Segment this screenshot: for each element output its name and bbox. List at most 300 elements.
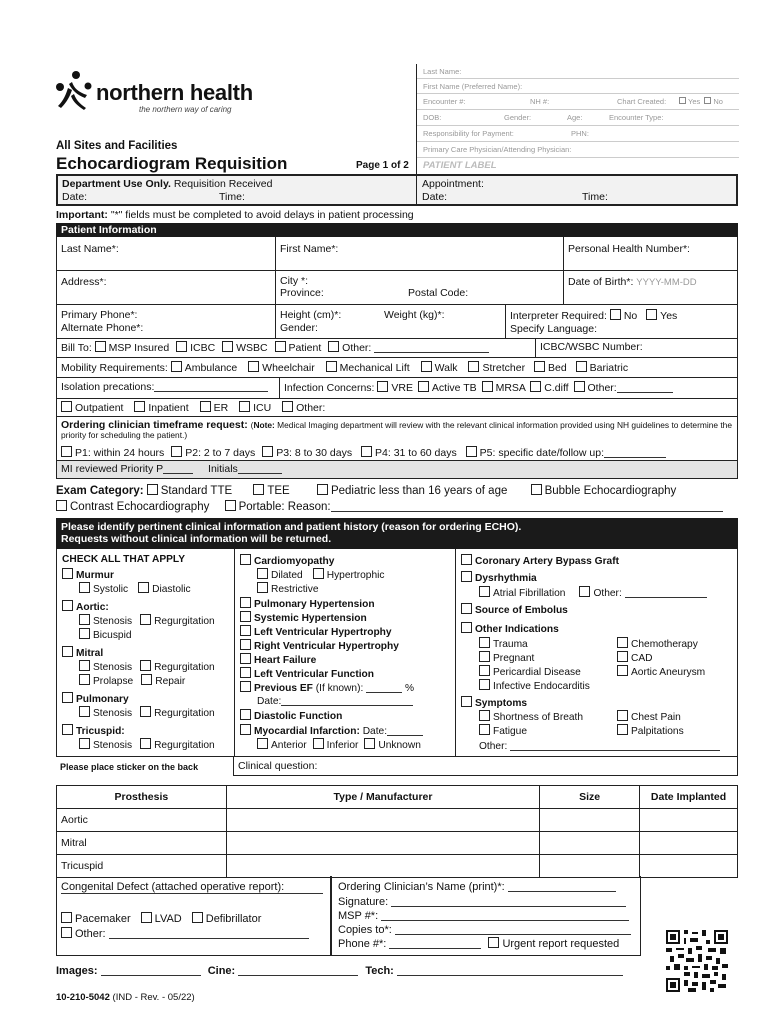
pulmonary-stenosis-checkbox[interactable] (79, 706, 90, 717)
mitral-date-cell[interactable] (640, 832, 738, 855)
cm-dilated-checkbox[interactable] (257, 568, 268, 579)
clinical-heading (56, 518, 738, 549)
tech-label: Tech: (365, 965, 394, 977)
prosthesis-tricuspid-label: Tricuspid (57, 855, 227, 878)
exam-pediatric-checkbox[interactable] (317, 484, 328, 495)
dob-field[interactable] (563, 271, 737, 304)
tech-input[interactable] (397, 975, 623, 976)
device-other-input[interactable] (109, 938, 309, 939)
signature-input[interactable] (391, 906, 626, 907)
urgent-report-checkbox[interactable] (488, 937, 499, 948)
isolation-row (56, 378, 738, 399)
cabg-checkbox[interactable] (461, 554, 472, 565)
embolus-checkbox[interactable] (461, 603, 472, 614)
table-row (57, 855, 738, 878)
congenital-label: Congenital Defect (attached operative report): (61, 881, 285, 893)
prev-ef-date-input[interactable] (281, 705, 413, 706)
name-row (56, 237, 738, 271)
patient-label-watermark: PATIENT LABEL (423, 160, 497, 171)
mobility-bariatric-checkbox[interactable] (576, 361, 587, 372)
exam-category (56, 483, 740, 515)
dysrhythmia-checkbox[interactable] (461, 571, 472, 582)
table-row (57, 832, 738, 855)
mi-reviewed-label: MI reviewed Priority P (61, 463, 164, 475)
aortic-size-cell[interactable] (540, 809, 640, 832)
infection-other-label: Other: (587, 382, 617, 394)
mitral-prolapse-label: Prolapse (93, 676, 134, 687)
cad-label: CAD (631, 653, 653, 664)
chart-created-yes-label: Yes (688, 97, 701, 106)
mi-initials-input[interactable] (238, 473, 282, 474)
tricuspid-regurgitation-checkbox[interactable] (140, 738, 151, 749)
clinical-box (56, 549, 738, 757)
clinical-heading-line1: Please identify pertinent clinical information and patient history (reason for ordering ECHO). (61, 521, 522, 533)
cardiomyopathy-checkbox[interactable] (240, 554, 251, 565)
phn-field[interactable] (563, 237, 737, 270)
pacemaker-checkbox[interactable] (61, 912, 72, 923)
sob-label: Shortness of Breath (493, 712, 584, 723)
diastolic-fn-checkbox[interactable] (240, 709, 251, 720)
symptoms-other-input[interactable] (510, 750, 720, 751)
dysrhythmia-label: Dysrhythmia (475, 573, 537, 584)
first-name-field[interactable] (275, 237, 563, 270)
dept-time: Time: (219, 191, 245, 203)
mitral-regurgitation-checkbox[interactable] (140, 660, 151, 671)
priority-p1-label: P1: within 24 hours (75, 447, 165, 459)
priority-p1-checkbox[interactable] (61, 446, 72, 457)
mi-anterior-label: Anterior (271, 740, 307, 751)
label-age: Age: (567, 113, 583, 122)
label-encounter: Encounter #: (423, 97, 466, 106)
mitral-repair-checkbox[interactable] (141, 674, 152, 685)
dob-placeholder: YYYY-MM-DD (636, 277, 697, 288)
bill-patient-label: Patient (288, 342, 322, 354)
chemo-checkbox[interactable] (617, 637, 628, 648)
cm-restrictive-checkbox[interactable] (257, 582, 268, 593)
priority-p4-checkbox[interactable] (361, 446, 372, 457)
dysrhythmia-other-label: Other: (593, 588, 622, 599)
type-manufacturer-header: Type / Manufacturer (226, 786, 539, 809)
trauma-checkbox[interactable] (479, 637, 490, 648)
cad-checkbox[interactable] (617, 651, 628, 662)
bill-patient-checkbox[interactable] (275, 341, 286, 352)
cm-dilated-label: Dilated (271, 570, 303, 581)
mobility-wheelchair-label: Wheelchair (262, 362, 315, 374)
symptoms-other-label: Other: (479, 741, 508, 752)
murmur-checkbox[interactable] (62, 568, 73, 579)
mi-date-input[interactable] (387, 735, 423, 736)
msp-input[interactable] (381, 920, 629, 921)
bill-icbc-label: ICBC (190, 342, 216, 354)
infection-tb-checkbox[interactable] (418, 381, 429, 392)
phone-input[interactable] (389, 948, 481, 949)
pulm-htn-checkbox[interactable] (240, 597, 251, 608)
endocarditis-checkbox[interactable] (479, 679, 490, 690)
fatigue-checkbox[interactable] (479, 724, 490, 735)
location-inpatient-label: Inpatient (148, 402, 189, 414)
brand-tagline: the northern way of caring (139, 105, 232, 114)
appointment-label: Appointment: (422, 178, 484, 190)
phone-label: Phone #*: (338, 938, 387, 950)
mobility-stretcher-label: Stretcher (482, 362, 526, 374)
aortic-label: Aortic: (76, 602, 109, 613)
mobility-ambulance-checkbox[interactable] (171, 361, 182, 372)
tricuspid-size-cell[interactable] (540, 855, 640, 878)
location-inpatient-checkbox[interactable] (134, 401, 145, 412)
mitral-stenosis-checkbox[interactable] (79, 660, 90, 671)
bill-wsbc-checkbox[interactable] (222, 341, 233, 352)
prosthesis-aortic-label: Aortic (57, 809, 227, 832)
prev-ef-label: Previous EF (254, 683, 313, 694)
sys-htn-checkbox[interactable] (240, 611, 251, 622)
exam-category-label: Exam Category: (56, 485, 144, 497)
interpreter-no-checkbox[interactable] (610, 309, 621, 320)
priority-p5-checkbox[interactable] (466, 446, 477, 457)
palpitations-checkbox[interactable] (617, 724, 628, 735)
aortic-bicuspid-label: Bicuspid (93, 630, 132, 641)
cardiomyopathy-label: Cardiomyopathy (254, 556, 335, 567)
department-use-row (56, 174, 738, 206)
priority-p5-input[interactable] (604, 457, 666, 458)
mobility-walk-label: Walk (434, 362, 458, 374)
chart-created-yes-checkbox[interactable] (679, 97, 686, 104)
exam-tee-checkbox[interactable] (253, 484, 264, 495)
infection-tb-label: Active TB (431, 382, 477, 394)
clinician-box (331, 876, 641, 956)
logo (54, 70, 254, 120)
form-revision: (IND - Rev. - 05/22) (112, 992, 195, 1003)
mi-inferior-checkbox[interactable] (313, 738, 324, 749)
location-row (56, 399, 738, 417)
priority-p4-label: P4: 31 to 60 days (375, 447, 457, 459)
afib-checkbox[interactable] (479, 586, 490, 597)
dept-received: Requisition Received (173, 178, 273, 190)
mi-anterior-checkbox[interactable] (257, 738, 268, 749)
cabg-label: Coronary Artery Bypass Graft (475, 556, 619, 567)
exam-contrast-label: Contrast Echocardiography (70, 501, 210, 513)
tricuspid-label: Tricuspid: (76, 726, 125, 737)
copies-label: Copies to*: (338, 924, 392, 936)
appointment-date: Date: (422, 191, 448, 203)
dept-date: Date: (62, 191, 88, 203)
exam-portable-checkbox[interactable] (225, 500, 236, 511)
first-name-label: First Name*: (280, 243, 339, 255)
label-encounter-type: Encounter Type: (609, 113, 664, 122)
trauma-label: Trauma (493, 639, 528, 650)
mobility-walk-checkbox[interactable] (421, 361, 432, 372)
mobility-label: Mobility Requirements: (61, 362, 168, 374)
other-indications-checkbox[interactable] (461, 622, 472, 633)
location-er-checkbox[interactable] (200, 401, 211, 412)
priority-p5-label: P5: specific date/follow up: (479, 447, 604, 459)
pulmonary-label: Pulmonary (76, 694, 129, 705)
dysrhythmia-other-checkbox[interactable] (579, 586, 590, 597)
sob-checkbox[interactable] (479, 710, 490, 721)
mobility-wheelchair-checkbox[interactable] (248, 361, 259, 372)
chest-pain-checkbox[interactable] (617, 710, 628, 721)
exam-pediatric-label: Pediatric less than 16 years of age (330, 485, 508, 497)
cine-input[interactable] (238, 975, 358, 976)
clinical-heading-line2: Requests without clinical information will be returned. (61, 533, 332, 545)
congenital-input[interactable] (61, 893, 323, 894)
interpreter-label: Interpreter Required: (510, 310, 607, 322)
mitral-prolapse-checkbox[interactable] (79, 674, 90, 685)
hf-checkbox[interactable] (240, 653, 251, 664)
location-icu-label: ICU (253, 402, 272, 414)
last-name-field[interactable]: Last Name*: (61, 243, 119, 255)
dob-label: Date of Birth*: (568, 276, 634, 288)
exam-portable-reason-input[interactable] (331, 511, 723, 512)
location-outpatient-checkbox[interactable] (61, 401, 72, 412)
defib-checkbox[interactable] (192, 912, 203, 923)
murmur-label: Murmur (76, 570, 114, 581)
murmur-systolic-label: Systolic (93, 584, 129, 595)
isolation-label: Isolation precations: (61, 381, 155, 393)
mobility-row (56, 358, 738, 378)
prosthesis-header-row (57, 786, 738, 809)
priority-p3-label: P3: 8 to 30 days (276, 447, 353, 459)
language-label[interactable]: Specify Language: (510, 323, 597, 335)
gender-label[interactable]: Gender: (280, 322, 318, 334)
pulmonary-checkbox[interactable] (62, 692, 73, 703)
priority-p3-checkbox[interactable] (262, 446, 273, 457)
clinical-question-field[interactable] (233, 757, 738, 776)
mitral-checkbox[interactable] (62, 646, 73, 657)
isolation-input[interactable] (154, 391, 268, 392)
mitral-size-cell[interactable] (540, 832, 640, 855)
pulmonary-regurgitation-checkbox[interactable] (140, 706, 151, 717)
pregnant-label: Pregnant (493, 653, 535, 664)
exam-tee-label: TEE (267, 485, 290, 497)
qr-code-icon (666, 930, 728, 992)
aortic-type-cell[interactable] (226, 809, 539, 832)
icbc-number-field[interactable] (535, 339, 737, 357)
height-label[interactable]: Height (cm)*: (280, 309, 342, 321)
mi-review-row (56, 461, 738, 479)
mobility-lift-checkbox[interactable] (326, 361, 337, 372)
infection-cdiff-label: C.diff (544, 382, 569, 394)
mi-unknown-checkbox[interactable] (364, 738, 375, 749)
cm-hypertrophic-label: Hypertrophic (326, 570, 385, 581)
copies-input[interactable] (395, 934, 631, 935)
label-responsibility: Responsibility for Payment: (423, 129, 514, 138)
mobility-ambulance-label: Ambulance (184, 362, 238, 374)
patient-info-heading: Patient Information (56, 223, 738, 237)
aortic-regurgitation-checkbox[interactable] (140, 614, 151, 625)
pulmonary-regurgitation-label: Regurgitation (154, 708, 215, 719)
aortic-stenosis-checkbox[interactable] (79, 614, 90, 625)
clinical-question-label: Clinical question: (238, 760, 318, 772)
hf-label: Heart Failure (254, 655, 317, 666)
lvf-checkbox[interactable] (240, 667, 251, 678)
check-all-label: CHECK ALL THAT APPLY (62, 554, 186, 565)
label-nh: NH #: (530, 97, 550, 106)
pericardial-label: Pericardial Disease (493, 667, 581, 678)
prosthesis-mitral-label: Mitral (57, 832, 227, 855)
aortic-stenosis-label: Stenosis (93, 616, 133, 627)
location-other-label: Other: (296, 402, 326, 414)
page-number: Page 1 of 2 (356, 160, 409, 171)
phn-label: Personal Health Number*: (568, 243, 690, 255)
images-label: Images: (56, 965, 98, 977)
chart-created-no-checkbox[interactable] (704, 97, 711, 104)
device-other-label: Other: (75, 928, 106, 940)
mitral-label: Mitral (76, 648, 104, 659)
pulm-htn-label: Pulmonary Hypertension (254, 599, 375, 610)
aortic-regurgitation-label: Regurgitation (154, 616, 215, 627)
interpreter-no-label: No (623, 310, 638, 322)
exam-standard-tte-label: Standard TTE (160, 485, 233, 497)
address-field[interactable]: Address*: (61, 276, 107, 288)
city-label: City *: (280, 275, 309, 287)
postal-label: Postal Code: (408, 287, 469, 299)
infection-mrsa-checkbox[interactable] (482, 381, 493, 392)
size-header: Size (540, 786, 640, 809)
tricuspid-stenosis-label: Stenosis (93, 740, 133, 751)
mitral-regurgitation-label: Regurgitation (154, 662, 215, 673)
aortic-checkbox[interactable] (62, 600, 73, 611)
aortic-aneurysm-label: Aortic Aneurysm (631, 667, 706, 678)
lvh-checkbox[interactable] (240, 625, 251, 636)
aortic-aneurysm-checkbox[interactable] (617, 665, 628, 676)
timeframe-note-label: Note: (253, 420, 275, 430)
table-row (57, 809, 738, 832)
diastolic-fn-label: Diastolic Function (254, 711, 343, 722)
prev-ef-percent: % (404, 683, 415, 694)
bill-msp-checkbox[interactable] (95, 341, 106, 352)
images-input[interactable] (101, 975, 201, 976)
tricuspid-date-cell[interactable] (640, 855, 738, 878)
exam-bubble-checkbox[interactable] (531, 484, 542, 495)
chest-pain-label: Chest Pain (631, 712, 681, 723)
location-outpatient-label: Outpatient (75, 402, 124, 414)
infection-other-input[interactable] (617, 392, 673, 393)
infection-field (279, 378, 737, 398)
aortic-bicuspid-checkbox[interactable] (79, 628, 90, 639)
prev-ef-if-known: (If known): (315, 683, 364, 694)
bill-other-input[interactable] (374, 352, 489, 353)
palpitations-label: Palpitations (631, 726, 684, 737)
aortic-date-cell[interactable] (640, 809, 738, 832)
infection-other-checkbox[interactable] (574, 381, 585, 392)
important-text: "*" fields must be completed to avoid delays in patient processing (110, 209, 414, 221)
mobility-bed-checkbox[interactable] (534, 361, 545, 372)
infection-mrsa-label: MRSA (495, 382, 526, 394)
interpreter-yes-label: Yes (660, 310, 678, 322)
cm-restrictive-label: Restrictive (271, 584, 319, 595)
date-implanted-header: Date Implanted (640, 786, 738, 809)
exam-standard-tte-checkbox[interactable] (147, 484, 158, 495)
defib-label: Defibrillator (205, 913, 262, 925)
bill-msp-label: MSP Insured (108, 342, 170, 354)
prosthesis-table (56, 785, 738, 878)
tricuspid-type-cell[interactable] (226, 855, 539, 878)
priority-p2-checkbox[interactable] (171, 446, 182, 457)
label-first-name: First Name (Preferred Name): (423, 82, 523, 91)
mi-checkbox[interactable] (240, 724, 251, 735)
label-dob: DOB: (423, 113, 442, 122)
mobility-bariatric-label: Bariatric (589, 362, 629, 374)
tricuspid-stenosis-checkbox[interactable] (79, 738, 90, 749)
icbc-number-label: ICBC/WSBC Number: (540, 341, 643, 353)
afib-label: Atrial Fibrillation (493, 588, 566, 599)
pericardial-checkbox[interactable] (479, 665, 490, 676)
dept-heading: Department Use Only. (62, 178, 171, 190)
chart-created-no-label: No (713, 97, 723, 106)
rvh-checkbox[interactable] (240, 639, 251, 650)
important-note (56, 209, 414, 221)
northern-health-logo-icon (54, 70, 94, 112)
infection-vre-checkbox[interactable] (377, 381, 388, 392)
mobility-bed-label: Bed (548, 362, 567, 374)
location-icu-checkbox[interactable] (239, 401, 250, 412)
infection-cdiff-checkbox[interactable] (530, 381, 541, 392)
province-label: Province: (280, 287, 324, 299)
clinician-name-input[interactable] (508, 891, 616, 892)
prev-ef-input[interactable] (366, 692, 402, 693)
pacemaker-label: Pacemaker (75, 913, 131, 925)
bill-other-label: Other: (342, 342, 372, 354)
location-other-checkbox[interactable] (282, 401, 293, 412)
bill-wsbc-label: WSBC (236, 342, 268, 354)
pregnant-checkbox[interactable] (479, 651, 490, 662)
address-row (56, 271, 738, 305)
lvf-label: Left Ventricular Function (254, 669, 374, 680)
symptoms-label: Symptoms (475, 698, 528, 709)
tricuspid-checkbox[interactable] (62, 724, 73, 735)
timeframe-heading: Ordering clinician timeframe request: (61, 419, 248, 431)
timeframe-row: Ordering clinician timeframe request: (Note: Medical Imaging department will review with the relevant clinical information provided using NH guidelines to determine the priority for scheduling the patient.) P1: within 24 hours P2: 2 to 7 days P3: 8 to 30 days P4: 31 to 60 days P5: specific date/follow up: (56, 417, 738, 461)
mitral-type-cell[interactable] (226, 832, 539, 855)
bill-icbc-checkbox[interactable] (176, 341, 187, 352)
device-other-checkbox[interactable] (61, 927, 72, 938)
sys-htn-label: Systemic Hypertension (254, 613, 367, 624)
lvad-checkbox[interactable] (141, 912, 152, 923)
weight-label[interactable]: Weight (kg)*: (384, 309, 445, 321)
patient-label-area (416, 64, 738, 174)
appointment-time: Time: (582, 191, 608, 203)
cm-hypertrophic-checkbox[interactable] (313, 568, 324, 579)
form-scope: All Sites and Facilities (56, 140, 178, 152)
bill-other-checkbox[interactable] (328, 341, 339, 352)
murmur-diastolic-label: Diastolic (152, 584, 191, 595)
murmur-systolic-checkbox[interactable] (79, 582, 90, 593)
city-field[interactable] (275, 271, 563, 304)
exam-contrast-checkbox[interactable] (56, 500, 67, 511)
lvad-label: LVAD (154, 913, 182, 925)
label-physician: Primary Care Physician/Attending Physician: (423, 145, 572, 154)
primary-phone-field[interactable]: Primary Phone*: (61, 309, 138, 321)
important-label: Important: (56, 209, 108, 221)
mobility-stretcher-checkbox[interactable] (468, 361, 479, 372)
murmur-diastolic-checkbox[interactable] (138, 582, 149, 593)
urgent-report-label: Urgent report requested (502, 938, 620, 950)
mi-label: Myocardial Infarction: (254, 726, 360, 737)
exam-bubble-label: Bubble Echocardiography (544, 485, 677, 497)
mi-priority-input[interactable] (163, 473, 193, 474)
prev-ef-checkbox[interactable] (240, 681, 251, 692)
signature-label: Signature: (338, 896, 389, 908)
priority-p2-label: P2: 2 to 7 days (185, 447, 256, 459)
interpreter-yes-checkbox[interactable] (646, 309, 657, 320)
infection-vre-label: VRE (391, 382, 413, 394)
alternate-phone-field[interactable]: Alternate Phone*: (61, 322, 144, 334)
tricuspid-regurgitation-label: Regurgitation (154, 740, 215, 751)
brand-name: northern health (96, 80, 253, 105)
symptoms-checkbox[interactable] (461, 696, 472, 707)
dysrhythmia-other-input[interactable] (625, 597, 707, 598)
prosthesis-header: Prosthesis (57, 786, 227, 809)
